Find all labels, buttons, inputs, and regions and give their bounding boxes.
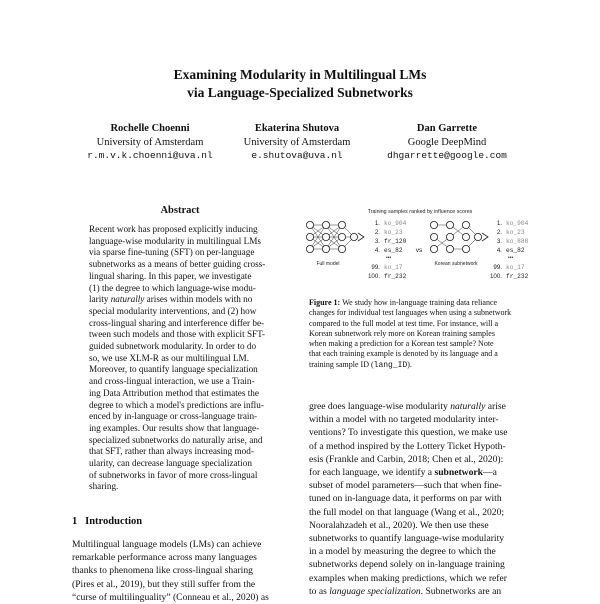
figure-caption-line: that each training example is denoted by its language and a: [309, 349, 498, 359]
section-heading: [72, 516, 142, 527]
rank: 100.: [489, 273, 502, 280]
abstract-line: Moreover, to quantify language specialization: [89, 364, 258, 375]
rank: 4.: [496, 247, 502, 254]
figure-caption-line: compared to the full model at test time. For instance, will a: [309, 318, 499, 328]
body-line: subnetworks to quantify language-wise modularity: [309, 533, 505, 545]
sample-id: ko_904: [384, 220, 407, 227]
sample-id: fr_120: [384, 238, 407, 245]
full-model-network: [306, 221, 357, 252]
sample-id: ko_17: [384, 264, 403, 271]
body-line: ventions? To investigate this question, we make use: [309, 427, 508, 439]
body-line: to as language specialization. Subnetworks are an: [309, 585, 502, 597]
body-line: esis (Frankle and Carbin, 2018; Chen et al., 2020):: [309, 453, 504, 465]
sample-id: fr_232: [384, 273, 407, 280]
figure-1: [298, 203, 538, 295]
intro-body: [72, 538, 300, 604]
abstract-line: cross-lingual sharing and interference differ be-: [89, 317, 265, 328]
abstract-line: that SFT, rather than always increasing mod-: [89, 446, 254, 457]
author-affiliation: Google DeepMind: [407, 136, 487, 148]
paper-title-line2: via Language-Specialized Subnetworks: [187, 85, 413, 100]
abstract-line: ing Data Attribution method that estimates the: [89, 387, 259, 398]
sample-id: es_82: [506, 247, 525, 254]
abstract-line: subnetworks as a means of better guiding cross-: [89, 259, 266, 270]
figure-caption-code: lang_ID: [373, 360, 408, 370]
body-line: the full model on that language (Wang et al., 2020;: [309, 506, 505, 518]
intro-line: thanks to phenomena like cross-lingual sharing: [72, 565, 253, 577]
abstract-line: special modularity interventions, and (2) how: [89, 305, 257, 316]
full-model-caption: Full model: [316, 261, 340, 267]
body-line: of a method inspired by the Lottery Ticket Hypoth-: [309, 440, 506, 452]
ellipsis: •••: [386, 255, 392, 261]
right-column-body: [309, 400, 541, 598]
rank: 100.: [367, 273, 380, 280]
arrow-icon: [358, 233, 364, 241]
author-name: Rochelle Choenni: [110, 123, 190, 134]
paper-title-line1: Examining Modularity in Multilingual LMs: [173, 67, 427, 82]
rank: 3.: [374, 238, 380, 245]
author-affiliation: University of Amsterdam: [96, 136, 204, 148]
body-line: Nooralahzadeh et al., 2020). We then use these: [309, 519, 489, 531]
body-line: tuned on in-language data, it performs on par with: [309, 493, 502, 505]
figure-caption-line: Figure 1: We study how in-language training data reliance: [309, 298, 498, 307]
abstract-line: lingual sharing. In this paper, we investigate: [89, 270, 252, 281]
rank: 1.: [496, 220, 502, 227]
abstract-line: tween such models and those with explicit SFT-: [89, 329, 265, 340]
figure-caption: [309, 298, 539, 371]
figure-caption-line: training sample ID (lang_ID).: [309, 359, 412, 370]
abstract-line: so, we use XLM-R as our multilingual LM.: [89, 352, 250, 363]
abstract-line: of subnetworks in favor of more cross-lingual: [89, 469, 258, 480]
figure-caption-line: Korean subnetwork rely more on Korean training samples: [309, 328, 495, 338]
abstract-body: [89, 224, 281, 493]
sample-id: ko_17: [506, 264, 525, 271]
body-line: for each language, we identify a subnetwork—a: [309, 467, 497, 479]
abstract-line: ularity, can decrease language specialization: [89, 458, 252, 469]
body-line: subset of model parameters—such that when fine-: [309, 480, 502, 492]
author-email: e.shutova@uva.nl: [251, 150, 343, 161]
figure-title: Training samples ranked by influence scores: [367, 209, 473, 215]
figure-label: Figure 1:: [309, 298, 343, 307]
korean-subnetwork-caption: Korean subnetwork: [434, 261, 478, 267]
intro-line: remarkable performance across many languages: [72, 552, 257, 564]
abstract-line: sharing.: [89, 481, 119, 492]
body-line: subnetworks depend solely on in-language training: [309, 559, 505, 571]
rank: 4.: [374, 247, 380, 254]
abstract-line: larity naturally arises within models with no: [89, 294, 253, 305]
rank: 2.: [374, 229, 380, 236]
author-email: dhgarrette@google.com: [387, 150, 507, 161]
figure-caption-line: when making a prediction for a Korean test sample? Note: [309, 339, 494, 349]
ellipsis: •••: [508, 255, 514, 261]
abstract-heading: Abstract: [160, 205, 200, 216]
body-line: gree does language-wise modularity naturally arise: [309, 401, 506, 412]
arrow-icon: [482, 233, 488, 241]
rank: 3.: [496, 238, 502, 245]
author-name: Dan Garrette: [416, 123, 478, 134]
author-block: [212, 122, 382, 163]
sample-id: ko_23: [506, 229, 525, 236]
abstract-line: via sparse fine-tuning (SFT) on per-language: [89, 247, 255, 258]
intro-line: “curse of multilinguality” (Conneau et al., 2020) as: [72, 591, 269, 603]
rank: 2.: [496, 229, 502, 236]
abstract-line: specialized subnetworks do naturally arise, and: [89, 434, 263, 445]
abstract-line: guided subnetwork modularity. In order to do: [89, 341, 257, 352]
author-name: Ekaterina Shutova: [254, 123, 340, 134]
author-block: [65, 122, 235, 163]
rank: 99.: [493, 264, 502, 271]
right-ranking-list: [490, 220, 529, 280]
abstract-line: enced by in-language or cross-language train-: [89, 411, 258, 422]
abstract-line: ing examples. Our results show that language-: [89, 422, 260, 433]
body-line: examples when making predictions, which we refer: [309, 572, 507, 584]
korean-subnetwork: [430, 221, 481, 252]
author-affiliation: University of Amsterdam: [243, 136, 351, 148]
abstract-line: Recent work has proposed explicitly inducing: [89, 224, 258, 234]
rank: 1.: [374, 220, 380, 227]
figure-caption-line: changes for individual test languages when using a subnetwork: [309, 308, 512, 318]
sample-id: ko_23: [384, 229, 403, 236]
rank: 99.: [371, 264, 380, 271]
body-line: within a model with no targeted modularity inter-: [309, 414, 499, 426]
sample-id: ko_904: [506, 220, 529, 227]
author-block: [362, 122, 532, 163]
sample-id: es_82: [384, 247, 403, 254]
author-email: r.m.v.k.choenni@uva.nl: [87, 150, 213, 161]
section-number: 1: [72, 516, 78, 527]
intro-line: Multilingual language models (LMs) can achieve: [72, 539, 262, 550]
section-title: Introduction: [85, 516, 143, 527]
abstract-line: and cross-lingual interaction, we use a Train-: [89, 376, 255, 387]
vs-label: vs: [415, 247, 423, 254]
sample-id: fr_232: [506, 273, 529, 280]
abstract-line: language-wise modularity in multilingual LMs: [89, 235, 261, 246]
abstract-line: degree to which a model's predictions are influ-: [89, 399, 264, 410]
abstract-line: (1) the degree to which language-wise modu-: [89, 282, 256, 293]
sample-id: ko_888: [506, 238, 529, 245]
left-ranking-list: [368, 220, 407, 280]
body-line: in a model by measuring the degree to which the: [309, 546, 496, 558]
intro-line: (Pires et al., 2019), but they still suffer from the: [72, 578, 256, 590]
